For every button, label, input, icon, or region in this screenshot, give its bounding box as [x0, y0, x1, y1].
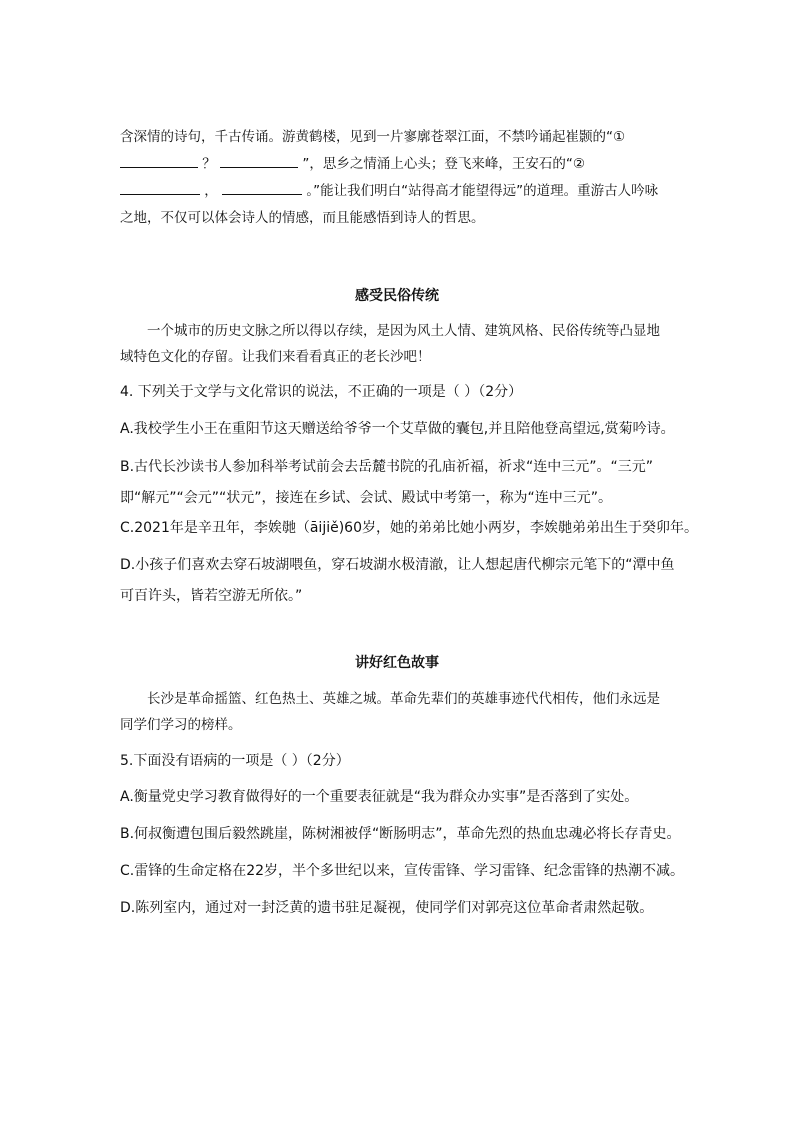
- question-4-option-a[interactable]: A.我校学生小王在重阳节这天赠送给爷爷一个艾草做的囊包,并且陪他登高望远,赏菊吟诗。: [120, 421, 675, 437]
- question-5-option-a[interactable]: A.衡量党史学习教育做得好的一个重要表征就是“我为群众办实事”是否落到了实处。: [120, 789, 639, 805]
- intro-line-1: 含深情的诗句，千古传诵。游黄鹤楼，见到一片寥廓苍翠江面，不禁吟诵起崔颢的“①: [120, 129, 626, 145]
- blank-1a[interactable]: [120, 153, 198, 168]
- section1-intro-line-1: 一个城市的历史文脉之所以得以存续，是因为风土人情、建筑风格、民俗传统等凸显地: [147, 323, 660, 339]
- intro-line-2: ？ ”，思乡之情涌上心头；登飞来峰，王安石的“②: [120, 151, 676, 178]
- question-5-title: 5.下面没有语病的一项是（ ）（2分）: [120, 753, 350, 769]
- option-b-line-2: 即“解元”“会元”“状元”，接连在乡试、会试、殿试中考第一，称为“连中三元”。: [120, 490, 613, 506]
- intro-line-4: 之地，不仅可以体会诗人的情感，而且能感悟到诗人的哲思。: [120, 210, 485, 226]
- question-4-option-d[interactable]: [120, 554, 680, 608]
- question-4-title: 4. 下列关于文学与文化常识的说法，不正确的一项是（ ）（2分）: [120, 384, 523, 400]
- section2-heading: 讲好红色故事: [355, 655, 439, 671]
- blank-1b[interactable]: [220, 153, 298, 168]
- section1-intro: [120, 318, 676, 370]
- question-4-option-c[interactable]: C.2021年是辛丑年，李娭毑（āijiě)60岁，她的弟弟比她小两岁，李娭毑弟弟出生于癸卯年。: [120, 520, 698, 536]
- blank-2a[interactable]: [120, 180, 200, 195]
- question-5-option-b[interactable]: B.何叔衡遭包围后毅然跳崖，陈树湘被俘“断肠明志”，革命先烈的热血忠魂必将长存青史。: [120, 826, 681, 842]
- section1-intro-line-2: 域特色文化的存留。让我们来看看真正的老长沙吧！: [120, 349, 431, 365]
- section2-intro-line-2: 同学们学习的榜样。: [120, 717, 242, 733]
- section1-heading: 感受民俗传统: [355, 288, 439, 304]
- section2-intro-line-1: 长沙是革命摇篮、红色热土、英雄之城。革命先辈们的英雄事迹代代相传，他们永远是: [147, 691, 660, 707]
- option-b-line-1: B.古代长沙读书人参加科举考试前会去岳麓书院的孔庙祈福，祈求“连中三元”。“三元”: [120, 459, 654, 475]
- blank-2b[interactable]: [222, 180, 302, 195]
- intro-paragraph: [120, 124, 676, 232]
- intro-line-3: ， 。”能让我们明白“站得高才能望得远”的道理。重游古人吟咏: [120, 178, 676, 205]
- section2-intro: [120, 686, 676, 738]
- question-4-option-b[interactable]: [120, 456, 680, 510]
- question-5-option-d[interactable]: D.陈列室内，通过对一封泛黄的遗书驻足凝视，使同学们对郭亮这位革命者肃然起敬。: [120, 900, 654, 916]
- option-d-line-1: D.小孩子们喜欢去穿石坡湖喂鱼，穿石坡湖水极清澈，让人想起唐代柳宗元笔下的“潭中鱼: [120, 557, 675, 573]
- option-d-line-2: 可百许头，皆若空游无所依。”: [120, 588, 303, 604]
- question-5-option-c[interactable]: C.雷锋的生命定格在22岁，半个多世纪以来，宣传雷锋、学习雷锋、纪念雷锋的热潮不减。: [120, 863, 685, 879]
